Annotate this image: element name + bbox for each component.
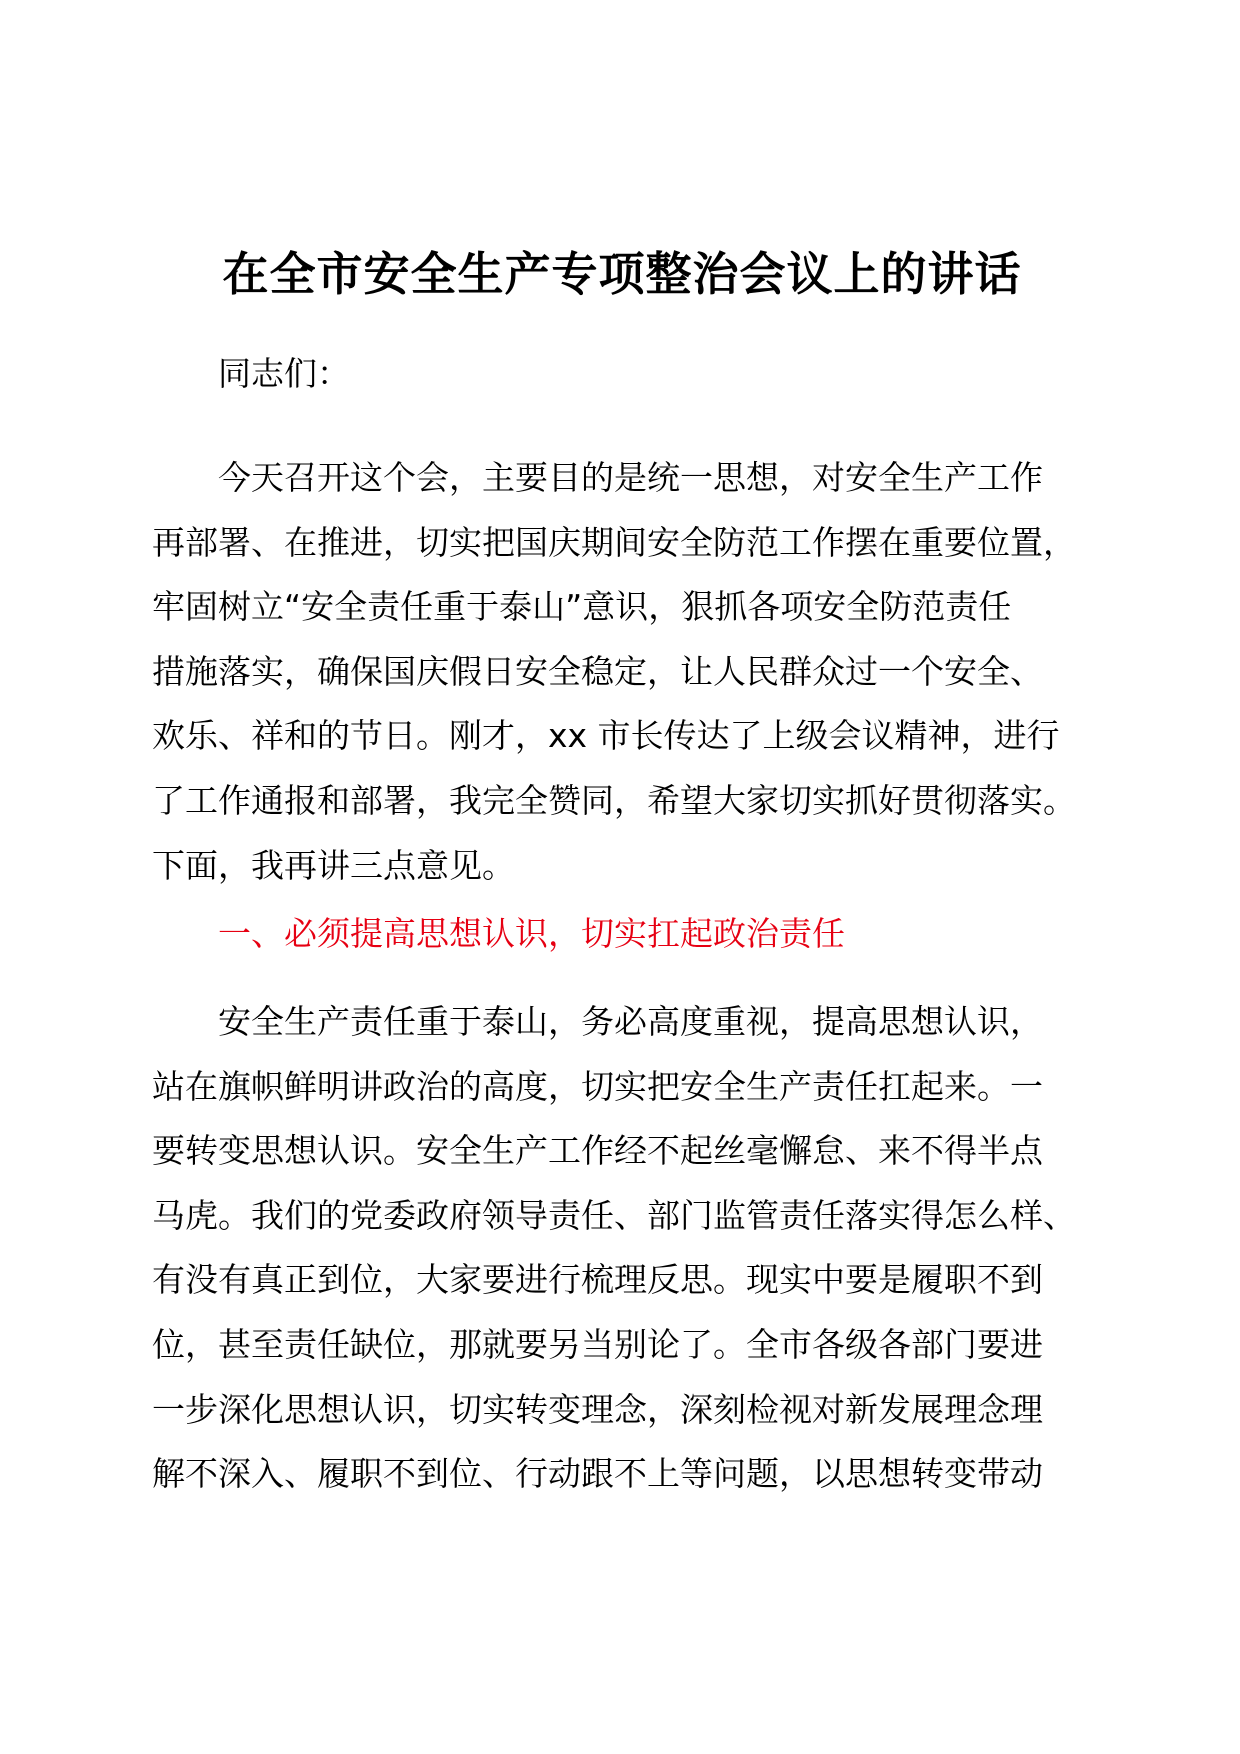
paragraph-intro — [152, 456, 1092, 908]
paragraph-line: 欢乐、祥和的节日。刚才，xx 市长传达了上级会议精神，进行 — [152, 716, 1060, 756]
paragraph-section-one — [152, 1000, 1092, 1517]
paragraph-line: 措施落实，确保国庆假日安全稳定，让人民群众过一个安全、 — [152, 651, 1043, 691]
paragraph-line: 了工作通报和部署，我完全赞同，希望大家切实抓好贯彻落实。 — [152, 780, 1076, 820]
paragraph-line: 下面，我再讲三点意见。 — [152, 845, 515, 885]
paragraph-line: 有没有真正到位，大家要进行梳理反思。现实中要是履职不到 — [152, 1260, 1043, 1300]
paragraph-line: 要转变思想认识。安全生产工作经不起丝毫懈怠、来不得半点 — [152, 1131, 1043, 1171]
paragraph-line: 站在旗帜鲜明讲政治的高度，切实把安全生产责任扛起来。一 — [152, 1066, 1043, 1106]
salutation: 同志们： — [218, 354, 350, 393]
paragraph-line: 位，甚至责任缺位，那就要另当别论了。全市各级各部门要进 — [152, 1324, 1043, 1364]
paragraph-line: 一步深化思想认识，切实转变理念，深刻检视对新发展理念理 — [152, 1389, 1043, 1429]
paragraph-line: 再部署、在推进，切实把国庆期间安全防范工作摆在重要位置， — [152, 522, 1076, 562]
document-title: 在全市安全生产专项整治会议上的讲话 — [222, 247, 1022, 301]
paragraph-line: 安全生产责任重于泰山，务必高度重视，提高思想认识， — [218, 1002, 1043, 1041]
paragraph-line: 今天召开这个会，主要目的是统一思想，对安全生产工作 — [218, 458, 1043, 497]
paragraph-line: 解不深入、履职不到位、行动跟不上等问题，以思想转变带动 — [152, 1454, 1043, 1494]
section-heading: 一、必须提高思想认识，切实扛起政治责任 — [218, 914, 845, 953]
paragraph-line: 牢固树立“安全责任重于泰山”意识，狠抓各项安全防范责任 — [152, 587, 1012, 627]
paragraph-line: 马虎。我们的党委政府领导责任、部门监管责任落实得怎么样、 — [152, 1195, 1076, 1235]
